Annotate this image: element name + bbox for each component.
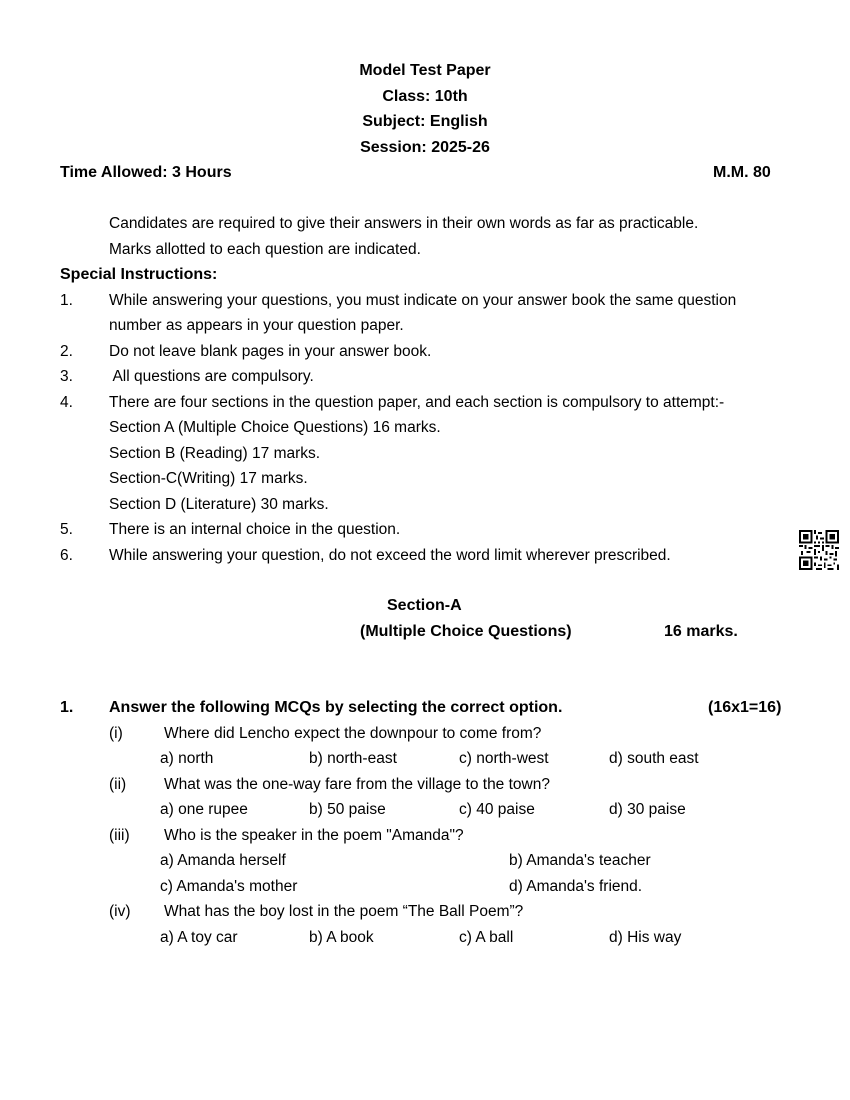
subquestion-text: Who is the speaker in the poem "Amanda"? [164, 827, 464, 844]
option: d) Amanda's friend. [509, 878, 643, 895]
subject-line: Subject: English [362, 113, 488, 130]
section-list-item: Section A (Multiple Choice Questions) 16 marks. [109, 419, 441, 436]
section-list-item: Section-C(Writing) 17 marks. [109, 470, 308, 487]
instruction-number: 2. [60, 343, 73, 360]
option: a) north [160, 750, 214, 767]
time-allowed: Time Allowed: 3 Hours [60, 164, 232, 181]
section-a-subtitle: (Multiple Choice Questions) [360, 623, 572, 640]
option: c) Amanda's mother [160, 878, 298, 895]
option: d) south east [609, 750, 699, 767]
general-note: Candidates are required to give their answers in their own words as far as practicable. [109, 215, 699, 232]
subquestion-text: What has the boy lost in the poem “The Ball Poem”? [164, 903, 524, 920]
class-line: Class: 10th [382, 88, 468, 105]
subquestion-label: (iv) [109, 903, 131, 920]
option: b) north-east [309, 750, 397, 767]
question-marks: (16x1=16) [708, 699, 782, 716]
max-marks: M.M. 80 [713, 164, 771, 181]
instruction-text: There are four sections in the question paper, and each section is compulsory to attempt:- [109, 394, 725, 411]
option: b) A book [309, 929, 374, 946]
special-instructions-heading: Special Instructions: [60, 266, 218, 283]
general-note: Marks allotted to each question are indicated. [109, 241, 421, 258]
paper-title: Model Test Paper [359, 62, 491, 79]
option: a) one rupee [160, 801, 248, 818]
option: d) 30 paise [609, 801, 686, 818]
option: b) 50 paise [309, 801, 386, 818]
section-a-marks: 16 marks. [664, 623, 738, 640]
subquestion-text: What was the one-way fare from the village to the town? [164, 776, 550, 793]
instruction-text: All questions are compulsory. [109, 368, 314, 385]
option: c) north-west [459, 750, 549, 767]
question-prompt: Answer the following MCQs by selecting the correct option. [109, 699, 563, 716]
instruction-text: There is an internal choice in the question. [109, 521, 401, 538]
instruction-number: 5. [60, 521, 73, 538]
question-number: 1. [60, 699, 74, 716]
instruction-text-continued: number as appears in your question paper. [109, 317, 404, 334]
section-a-title: Section-A [387, 597, 462, 614]
option: c) A ball [459, 929, 514, 946]
session-line: Session: 2025-26 [360, 139, 490, 156]
instruction-text: While answering your questions, you must indicate on your answer book the same question [109, 292, 737, 309]
instruction-number: 6. [60, 547, 73, 564]
qr-code-icon [799, 530, 839, 570]
instruction-number: 3. [60, 368, 73, 385]
subquestion-text: Where did Lencho expect the downpour to come from? [164, 725, 542, 742]
section-list-item: Section B (Reading) 17 marks. [109, 445, 321, 462]
instruction-text: While answering your question, do not exceed the word limit wherever prescribed. [109, 547, 671, 564]
subquestion-label: (i) [109, 725, 123, 742]
option: d) His way [609, 929, 682, 946]
subquestion-label: (iii) [109, 827, 130, 844]
instruction-text: Do not leave blank pages in your answer book. [109, 343, 432, 360]
instruction-number: 1. [60, 292, 73, 309]
subquestion-label: (ii) [109, 776, 127, 793]
instruction-number: 4. [60, 394, 73, 411]
section-list-item: Section D (Literature) 30 marks. [109, 496, 329, 513]
option: a) Amanda herself [160, 852, 286, 869]
option: a) A toy car [160, 929, 238, 946]
option: b) Amanda's teacher [509, 852, 651, 869]
option: c) 40 paise [459, 801, 535, 818]
